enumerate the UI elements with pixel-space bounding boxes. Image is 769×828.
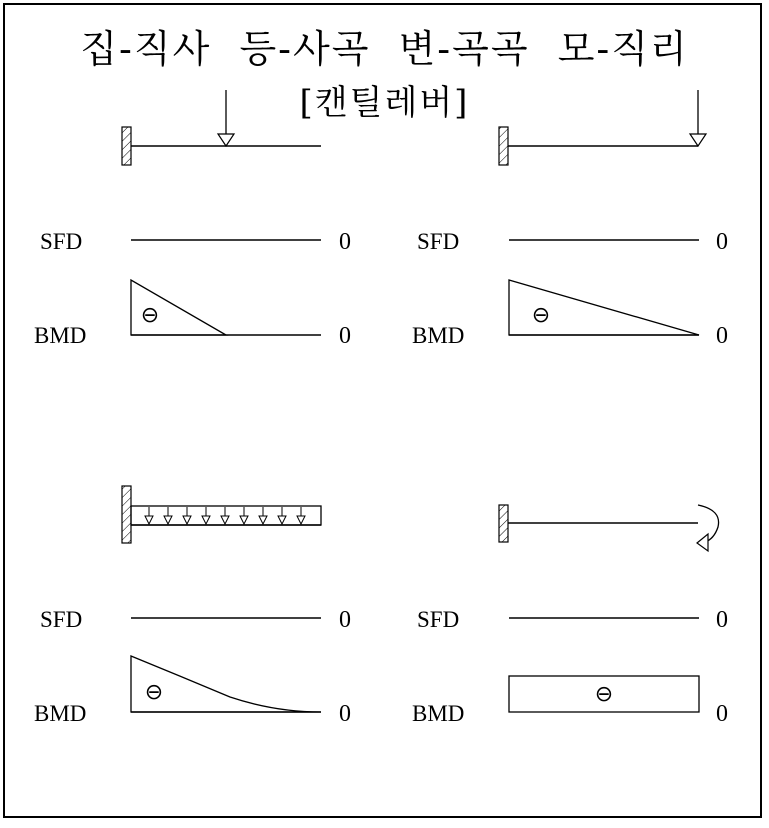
title-line-2: [캔틸레버] <box>299 83 470 123</box>
bmd-label: BMD <box>34 701 87 726</box>
sfd-zero-value: 0 <box>716 607 728 633</box>
point-load-arrow <box>218 90 234 146</box>
load-arrow <box>240 507 248 524</box>
bmd-zero-value: 0 <box>339 701 351 727</box>
bmd-zero-value: 0 <box>716 701 728 727</box>
bmd-label: BMD <box>412 701 465 726</box>
fixed-support <box>122 127 131 165</box>
point-load-arrow <box>690 90 706 146</box>
bmd-label: BMD <box>412 323 465 348</box>
fixed-support <box>499 505 508 542</box>
panel-point-load-middle <box>34 90 351 349</box>
sfd-label: SFD <box>417 607 460 632</box>
negative-sign: ⊖ <box>594 682 614 707</box>
negative-sign: ⊖ <box>144 680 164 705</box>
fixed-support <box>499 127 508 165</box>
negative-sign: ⊖ <box>140 303 160 328</box>
panel-point-load-end <box>412 90 728 349</box>
negative-sign: ⊖ <box>531 303 551 328</box>
load-arrow <box>183 507 191 524</box>
fixed-support <box>122 486 131 543</box>
load-arrow <box>297 507 305 524</box>
sfd-zero-value: 0 <box>339 607 351 633</box>
bmd-zero-value: 0 <box>716 323 728 349</box>
sfd-label: SFD <box>40 607 83 632</box>
beam-diagram <box>122 486 321 543</box>
sfd-label: SFD <box>417 229 460 254</box>
load-arrow <box>259 507 267 524</box>
panel-distributed-load <box>34 486 351 727</box>
sfd-zero-value: 0 <box>716 229 728 255</box>
distributed-load-arrows <box>145 507 305 524</box>
beam-diagram <box>499 505 719 551</box>
load-arrow <box>278 507 286 524</box>
bmd-label: BMD <box>34 323 87 348</box>
load-arrow <box>164 507 172 524</box>
beam-diagram <box>499 90 706 165</box>
beam-diagram <box>122 90 321 165</box>
bmd-zero-value: 0 <box>339 323 351 349</box>
moment-arrow <box>697 505 719 551</box>
sfd-label: SFD <box>40 229 83 254</box>
sfd-zero-value: 0 <box>339 229 351 255</box>
load-arrow <box>145 507 153 524</box>
load-arrow <box>221 507 229 524</box>
panel-end-moment <box>412 505 728 727</box>
title-line-1: 집-직사 등-사곡 변-곡곡 모-직리 <box>80 27 689 71</box>
load-arrow <box>202 507 210 524</box>
